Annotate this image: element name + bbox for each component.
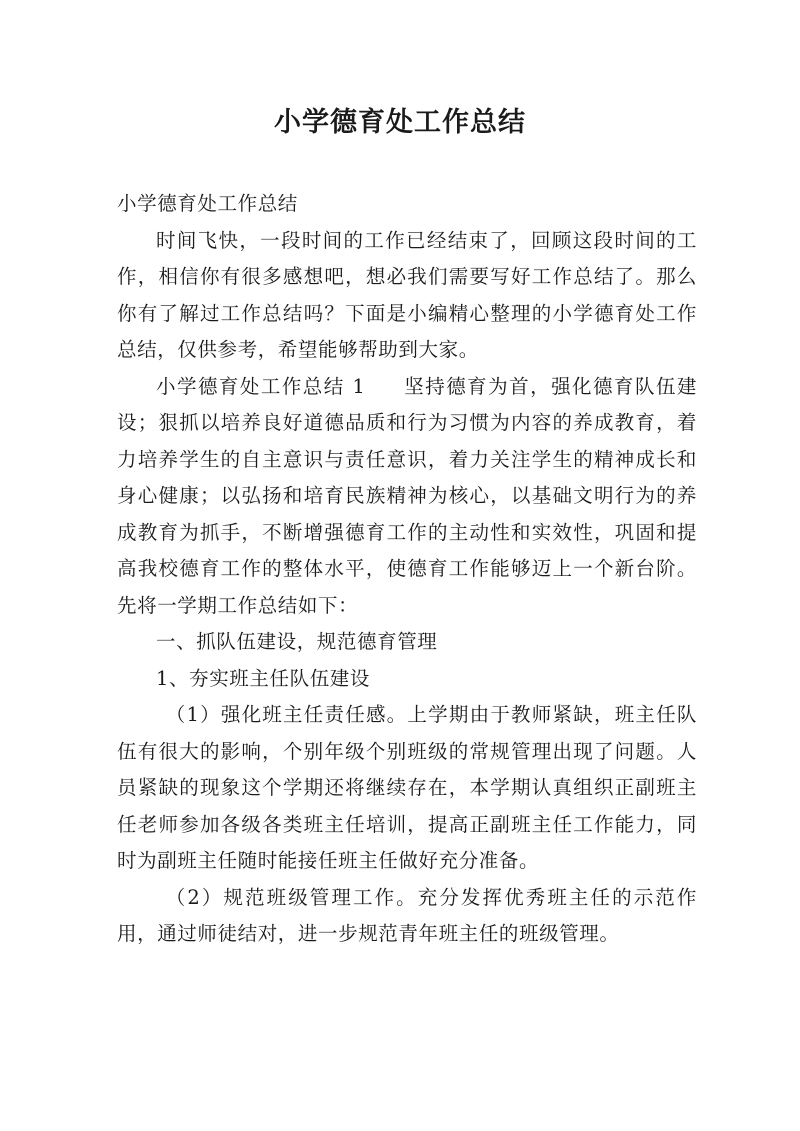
section1-body: 坚持德育为首，强化德育队伍建设；狠抓以培养良好道德品质和行为习惯为内容的养成教育，着力培养学生的自主意识与责任意识，着力关注学生的精神成长和身心健康；以弘扬和培育民族精神为核心，以基础文明行为的养成教育为抓手，不断增强德育工作的主动性和实效性，巩固和提高我校德育工作的整体水平，使德育工作能够迈上一个新台阶。先将一学期工作总结如下： — [117, 374, 697, 617]
section1-label: 小学德育处工作总结 1 — [156, 374, 366, 398]
item-1-paragraph: （1）强化班主任责任感。上学期由于教师紧缺，班主任队伍有很大的影响，个别年级个别班级的常规管理出现了问题。人员紧缺的现象这个学期还将继续存在，本学期认真组织正副班主任老师参加各级各类班主任培训，提高正副班主任工作能力，同时为副班主任随时能接任班主任做好充分准备。 — [117, 703, 697, 872]
document-title: 小学德育处工作总结 — [274, 107, 526, 138]
heading-1-1: 1、夯实班主任队伍建设 — [156, 666, 371, 690]
section1-paragraph — [117, 369, 697, 625]
heading-1: 一、抓队伍建设，规范德育管理 — [156, 630, 438, 653]
intro-paragraph: 时间飞快，一段时间的工作已经结束了，回顾这段时间的工作，相信你有很多感想吧，想必我们需要写好工作总结了。那么你有了解过工作总结吗？下面是小编精心整理的小学德育处工作总结，仅供参考，希望能够帮助到大家。 — [117, 228, 697, 361]
document-body — [117, 186, 697, 953]
document-subtitle: 小学德育处工作总结 — [117, 192, 298, 215]
item-2-paragraph: （2）规范班级管理工作。充分发挥优秀班主任的示范作用，通过师徒结对，进一步规范青年班主任的班级管理。 — [117, 885, 697, 945]
